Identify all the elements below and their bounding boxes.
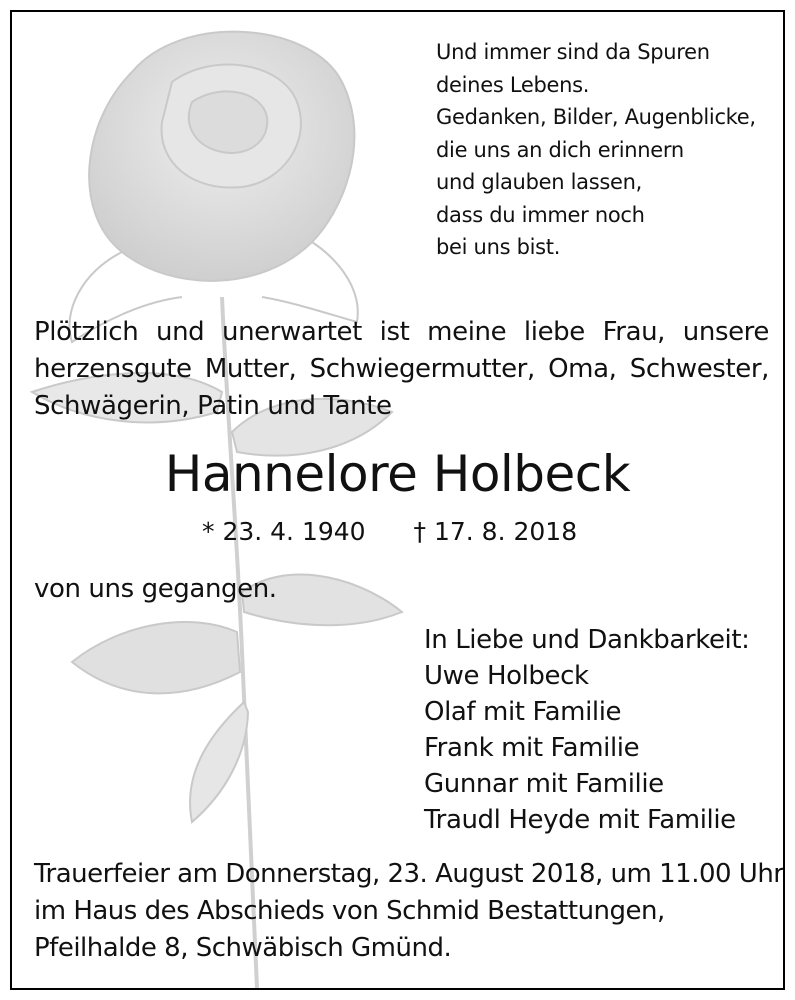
poem-line: deines Lebens. [436, 72, 590, 97]
poem-line: und glauben lassen, [436, 170, 642, 194]
announcement-line: herzensgute Mutter, Schwiegermutter, Oma, Schwester, [34, 354, 769, 384]
mourner: Traudl Heyde mit Familie [424, 805, 736, 835]
death-date: † 17. 8. 2018 [413, 517, 578, 546]
birth-date: * 23. 4. 1940 [202, 517, 366, 546]
announcement-text [34, 314, 769, 425]
obituary-notice [10, 10, 785, 990]
life-dates [202, 516, 577, 548]
poem-line: Und immer sind da Spuren [436, 40, 710, 64]
mourner: Gunnar mit Familie [424, 769, 664, 799]
announcement-line: Schwägerin, Patin und Tante [34, 391, 392, 421]
announcement-line: Plötzlich und unerwartet ist meine liebe Frau, unsere [34, 317, 769, 347]
mourners-list [424, 622, 750, 838]
mourners-heading: In Liebe und Dankbarkeit: [424, 625, 750, 655]
mourner: Frank mit Familie [424, 733, 640, 763]
poem-line: dass du immer noch [436, 202, 645, 227]
poem-line: die uns an dich erinnern [436, 137, 684, 162]
funeral-service-info [34, 856, 784, 967]
service-line: Pfeilhalde 8, Schwäbisch Gmünd. [34, 933, 452, 963]
mourner: Olaf mit Familie [424, 697, 622, 727]
service-line: im Haus des Abschieds von Schmid Bestattungen, [34, 896, 665, 926]
mourner: Uwe Holbeck [424, 661, 589, 691]
service-line: Trauerfeier am Donnerstag, 23. August 2018, um 11.00 Uhr [34, 859, 784, 889]
poem-line: bei uns bist. [436, 235, 561, 259]
deceased-name: Hannelore Holbeck [164, 445, 631, 503]
poem [436, 36, 776, 264]
poem-line: Gedanken, Bilder, Augenblicke, [436, 105, 756, 129]
passed-text: von uns gegangen. [34, 574, 277, 604]
